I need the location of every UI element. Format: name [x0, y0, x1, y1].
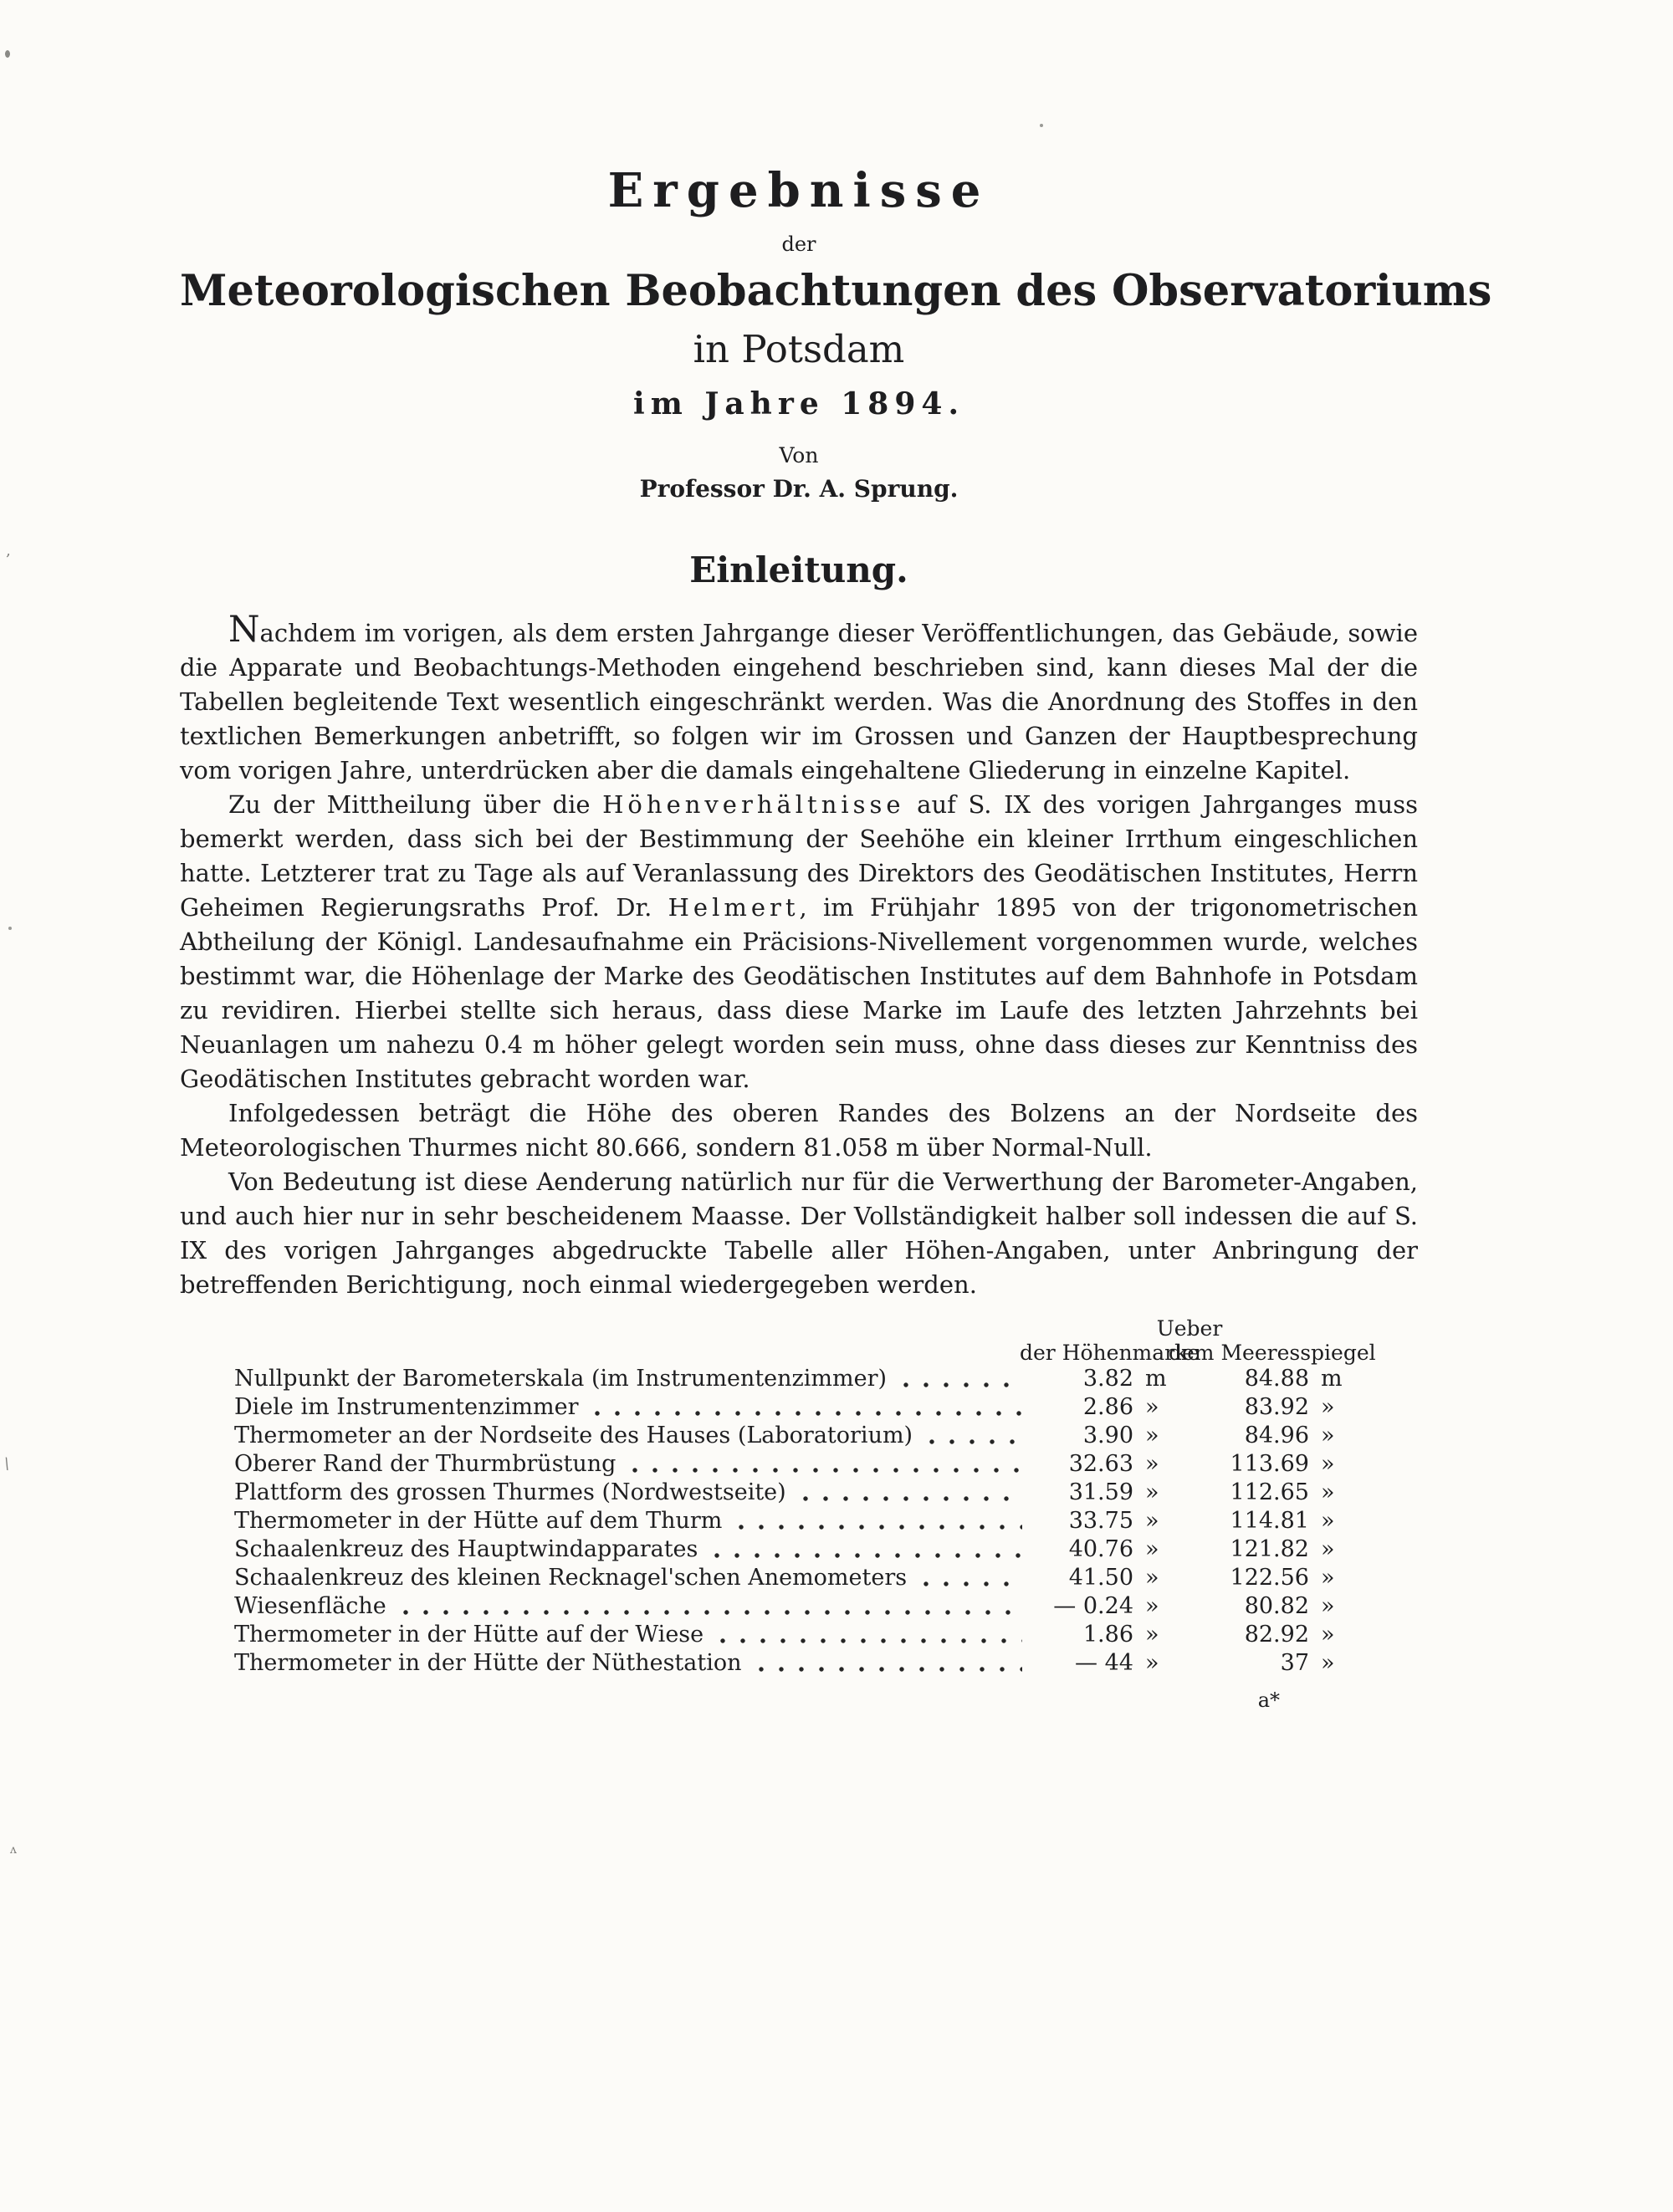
- row-unit-meeresspiegel: »: [1321, 1593, 1335, 1620]
- row-label: Nullpunkt der Barometerskala (im Instrumentenzimmer): [234, 1366, 888, 1392]
- dot-leader: [923, 1581, 1022, 1586]
- scan-artifact: \: [2, 1454, 12, 1474]
- row-unit-hoehenmarke: »: [1145, 1650, 1159, 1677]
- table-header-row-columns: [180, 1341, 1418, 1366]
- table-body: [180, 1366, 1418, 1678]
- row-value-hoehenmarke: — 44: [1075, 1650, 1133, 1677]
- paragraph-2-emphasis-hoehenverhaeltnisse: Höhenverhältnisse: [602, 790, 905, 820]
- row-unit-hoehenmarke: »: [1145, 1423, 1159, 1449]
- table-row: [180, 1536, 1418, 1565]
- row-unit-meeresspiegel: »: [1321, 1423, 1335, 1449]
- row-label: Schaalenkreuz des Hauptwindapparates: [234, 1536, 698, 1563]
- byline-author: Professor Dr. A. Sprung.: [639, 475, 959, 503]
- dot-leader: [929, 1439, 1022, 1444]
- row-label: Diele im Instrumentenzimmer: [234, 1394, 579, 1421]
- row-unit-hoehenmarke: »: [1145, 1622, 1159, 1648]
- paragraph-2-segment: auf S. IX des vorigen Jahrganges muss bemerkt werden, dass sich bei der Bestimmung der Seehöhe ein kleiner Irrthum eingeschlichen hatte. Letzterer trat zu Tage als auf Veranlassung des Direktors des Geodätischen Institutes, Herrn Geheimen Regierungsraths Prof. Dr.: [180, 790, 1418, 922]
- scan-artifact: ‚: [6, 542, 11, 559]
- signature-mark: a*: [1257, 1688, 1280, 1713]
- row-label: Oberer Rand der Thurmbrüstung: [234, 1451, 617, 1478]
- row-value-hoehenmarke: — 0.24: [1053, 1593, 1133, 1620]
- row-unit-hoehenmarke: »: [1145, 1508, 1159, 1535]
- dot-leader: [595, 1411, 1022, 1416]
- row-unit-hoehenmarke: »: [1145, 1593, 1159, 1620]
- table-row: [180, 1423, 1418, 1451]
- row-label: Thermometer in der Hütte auf der Wiese: [234, 1622, 704, 1648]
- dot-leader: [903, 1382, 1022, 1387]
- dot-leader: [403, 1610, 1022, 1615]
- row-unit-meeresspiegel: »: [1321, 1622, 1335, 1648]
- row-value-hoehenmarke: 33.75: [1068, 1508, 1133, 1535]
- row-unit-hoehenmarke: »: [1145, 1451, 1159, 1478]
- table-row: [180, 1479, 1418, 1508]
- paragraph-2-segment: Zu der Mittheilung über die: [228, 790, 603, 820]
- row-unit-hoehenmarke: m: [1145, 1366, 1167, 1392]
- table-header-row-over: [180, 1317, 1418, 1341]
- row-label: Thermometer in der Hütte auf dem Thurm: [234, 1508, 723, 1535]
- table-header-meeresspiegel: dem Meeresspiegel: [1169, 1341, 1376, 1366]
- row-unit-meeresspiegel: »: [1321, 1479, 1335, 1506]
- table-row: [180, 1622, 1418, 1650]
- paragraph-introduction-1: Nachdem im vorigen, als dem ersten Jahrgange dieser Veröffentlichungen, das Gebäude, sowie die Apparate und Beobachtungs-Methoden eingehend beschrieben sind, kann dieses Mal der die Tabellen begleitende Text wesentlich eingeschränkt werden. Was die Anordnung des Stoffes in den textlichen Bemerkungen anbetrifft, so folgen wir im Grossen und Ganzen der Hauptbesprechung vom vorigen Jahre, unterdrücken aber die damals eingehaltene Gliederung in einzelne Kapitel.: [180, 609, 1418, 785]
- row-label: Schaalenkreuz des kleinen Recknagel'schen Anemometers: [234, 1565, 908, 1591]
- table-header-hoehenmarke: der Höhenmarke: [1020, 1341, 1200, 1366]
- table-row: [180, 1366, 1418, 1394]
- row-unit-meeresspiegel: »: [1321, 1451, 1335, 1478]
- title-year: im Jahre 1894.: [633, 386, 964, 422]
- row-value-meeresspiegel: 84.96: [1244, 1423, 1309, 1449]
- row-unit-meeresspiegel: »: [1321, 1394, 1335, 1421]
- table-header-ueber: Ueber: [1156, 1316, 1223, 1341]
- row-label: Thermometer in der Hütte der Nüthestation: [234, 1650, 742, 1677]
- table-row: [180, 1565, 1418, 1593]
- row-value-meeresspiegel: 80.82: [1244, 1593, 1309, 1620]
- scan-artifact: ʌ: [10, 1843, 17, 1857]
- row-value-meeresspiegel: 37: [1280, 1650, 1309, 1677]
- dot-leader: [632, 1468, 1022, 1473]
- scan-artifact: [5, 50, 10, 58]
- section-heading: Einleitung.: [689, 549, 908, 591]
- page-content: [180, 0, 1492, 1713]
- row-value-meeresspiegel: 114.81: [1230, 1508, 1309, 1535]
- row-value-meeresspiegel: 113.69: [1230, 1451, 1309, 1478]
- row-value-hoehenmarke: 41.50: [1068, 1565, 1133, 1591]
- dot-leader: [739, 1525, 1022, 1530]
- row-label: Wiesenfläche: [234, 1593, 386, 1620]
- row-unit-hoehenmarke: »: [1145, 1565, 1159, 1591]
- doc-title: Ergebnisse: [607, 163, 990, 218]
- row-value-hoehenmarke: 2.86: [1082, 1394, 1133, 1421]
- row-value-meeresspiegel: 122.56: [1230, 1565, 1309, 1591]
- row-unit-meeresspiegel: »: [1321, 1565, 1335, 1591]
- dot-leader: [720, 1638, 1022, 1643]
- byline-von: Von: [779, 443, 819, 468]
- row-value-hoehenmarke: 1.86: [1082, 1622, 1133, 1648]
- row-value-meeresspiegel: 82.92: [1244, 1622, 1309, 1648]
- row-value-meeresspiegel: 112.65: [1230, 1479, 1309, 1506]
- scan-artifact: [8, 927, 12, 930]
- row-value-hoehenmarke: 32.63: [1068, 1451, 1133, 1478]
- row-value-hoehenmarke: 3.90: [1082, 1423, 1133, 1449]
- table-row: [180, 1508, 1418, 1536]
- row-value-meeresspiegel: 121.82: [1230, 1536, 1309, 1563]
- row-value-meeresspiegel: 83.92: [1244, 1394, 1309, 1421]
- row-value-hoehenmarke: 3.82: [1082, 1366, 1133, 1392]
- heights-table: [180, 1317, 1418, 1678]
- row-unit-hoehenmarke: »: [1145, 1479, 1159, 1506]
- title-place: in Potsdam: [693, 327, 905, 372]
- dot-leader: [714, 1553, 1022, 1558]
- dot-leader: [803, 1496, 1022, 1501]
- row-unit-hoehenmarke: »: [1145, 1394, 1159, 1421]
- row-value-meeresspiegel: 84.88: [1244, 1366, 1309, 1392]
- table-row: [180, 1593, 1418, 1622]
- doc-subtitle: Meteorologischen Beobachtungen des Observatoriums: [180, 266, 1492, 316]
- title-der: der: [781, 232, 816, 256]
- row-unit-meeresspiegel: m: [1321, 1366, 1343, 1392]
- table-row: [180, 1451, 1418, 1479]
- row-label: Thermometer an der Nordseite des Hauses (Laboratorium): [234, 1423, 913, 1449]
- row-unit-hoehenmarke: »: [1145, 1536, 1159, 1563]
- paragraph-introduction-2: [180, 788, 1418, 1096]
- paragraph-2-emphasis-helmert: Helmert: [668, 893, 800, 922]
- dot-leader: [759, 1667, 1022, 1672]
- row-unit-meeresspiegel: »: [1321, 1536, 1335, 1563]
- row-value-hoehenmarke: 31.59: [1068, 1479, 1133, 1506]
- table-row: [180, 1394, 1418, 1423]
- row-unit-meeresspiegel: »: [1321, 1508, 1335, 1535]
- row-unit-meeresspiegel: »: [1321, 1650, 1335, 1677]
- paragraph-introduction-4: Von Bedeutung ist diese Aenderung natürlich nur für die Verwerthung der Barometer-Angaben, und auch hier nur in sehr bescheidenem Maasse. Der Vollständigkeit halber soll indessen die auf S. IX des vorigen Jahrganges abgedruckte Tabelle aller Höhen-Angaben, unter Anbringung der betreffenden Berichtigung, noch einmal wiedergegeben werden.: [180, 1167, 1418, 1300]
- row-value-hoehenmarke: 40.76: [1068, 1536, 1133, 1563]
- paragraph-2-segment: , im Frühjahr 1895 von der trigonometrischen Abtheilung der Königl. Landesaufnahme ein Präcisions-Nivellement vorgenommen wurde, welches bestimmt war, die Höhenlage der Marke des Geodätischen Institutes auf dem Bahnhofe in Potsdam zu revidiren. Hierbei stellte sich heraus, dass diese Marke im Laufe des letzten Jahrzehnts bei Neuanlagen um nahezu 0.4 m höher gelegt worden sein muss, ohne dass dieses zur Kenntniss des Geodätischen Institutes gebracht worden war.: [180, 893, 1418, 1094]
- row-label: Plattform des grossen Thurmes (Nordwestseite): [234, 1479, 786, 1506]
- table-row: [180, 1650, 1418, 1678]
- paragraph-introduction-3: Infolgedessen beträgt die Höhe des oberen Randes des Bolzens an der Nordseite des Meteorologischen Thurmes nicht 80.666, sondern 81.058 m über Normal-Null.: [180, 1099, 1418, 1162]
